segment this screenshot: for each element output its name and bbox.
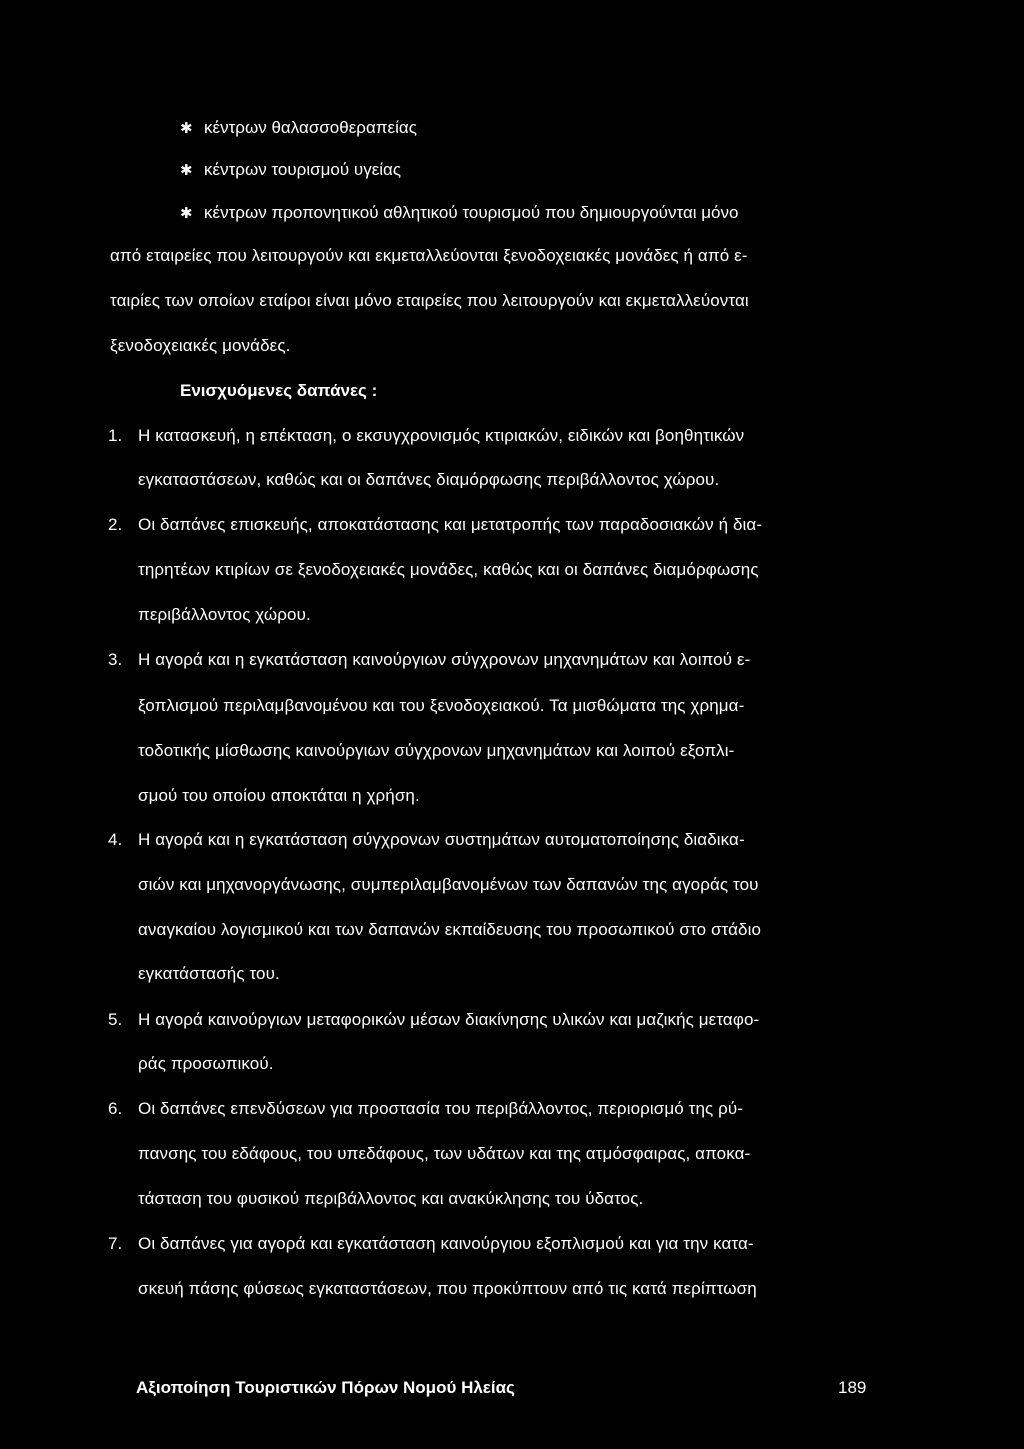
paragraph-line: ταιρίες των οποίων εταίροι είναι μόνο εταιρείες που λειτουργούν και εκμεταλλεύονται <box>110 291 749 310</box>
list-item-line: Οι δαπάνες επενδύσεων για προστασία του περιβάλλοντος, περιορισμό της ρύ- <box>138 1099 744 1118</box>
paragraph-line: από εταιρείες που λειτουργούν και εκμεταλλεύονται ξενοδοχειακές μονάδες ή από ε- <box>110 246 748 265</box>
list-number: 2. <box>108 515 123 534</box>
list-item-line: Η κατασκευή, η επέκταση, ο εκσυγχρονισμός κτιριακών, ειδικών και βοηθητικών <box>138 426 745 445</box>
bullet-item <box>180 160 401 181</box>
asterisk-icon: ✱ <box>180 162 193 179</box>
list-item-line: σμού του οποίου αποκτάται η χρήση. <box>138 786 420 805</box>
list-item-line: εγκατάστασής του. <box>138 964 280 983</box>
list-item-line: τάσταση του φυσικού περιβάλλοντος και ανακύκλησης του ύδατος. <box>138 1189 644 1208</box>
list-item-line: σιών και μηχανοργάνωσης, συμπεριλαμβανομένων των δαπανών της αγοράς του <box>138 875 759 894</box>
list-number: 4. <box>108 830 123 849</box>
list-item-line: εγκαταστάσεων, καθώς και οι δαπάνες διαμόρφωσης περιβάλλοντος χώρου. <box>138 470 720 489</box>
list-item-line: τηρητέων κτιρίων σε ξενοδοχειακές μονάδες, καθώς και οι δαπάνες διαμόρφωσης <box>138 560 759 579</box>
bullet-text: κέντρων θαλασσοθεραπείας <box>204 118 417 137</box>
page-number: 189 <box>838 1378 867 1397</box>
list-number: 3. <box>108 650 123 669</box>
list-item-line: πανσης του εδάφους, του υπεδάφους, των υδάτων και της ατμόσφαιρας, αποκα- <box>138 1144 751 1163</box>
list-item-line: Οι δαπάνες επισκευής, αποκατάστασης και μετατροπής των παραδοσιακών ή δια- <box>138 515 763 534</box>
asterisk-icon: ✱ <box>180 120 193 137</box>
list-item-line: Οι δαπάνες για αγορά και εγκατάσταση καινούργιου εξοπλισμού και για την κατα- <box>138 1234 754 1253</box>
list-item-line: τοδοτικής μίσθωσης καινούργιων σύγχρονων μηχανημάτων και λοιπού εξοπλι- <box>138 741 735 760</box>
bullet-item <box>180 203 738 224</box>
bullet-text: κέντρων τουρισμού υγείας <box>204 160 402 179</box>
list-item-line: ξοπλισμού περιλαμβανομένου και του ξενοδοχειακού. Τα μισθώματα της χρημα- <box>138 696 745 715</box>
list-number: 7. <box>108 1234 123 1253</box>
list-item-line: Η αγορά και η εγκατάσταση καινούργιων σύγχρονων μηχανημάτων και λοιπού ε- <box>138 650 751 669</box>
bullet-item <box>180 118 417 139</box>
list-item-line: περιβάλλοντος χώρου. <box>138 605 311 624</box>
list-item-line: Η αγορά καινούργιων μεταφορικών μέσων διακίνησης υλικών και μαζικής μεταφο- <box>138 1010 760 1029</box>
list-number: 5. <box>108 1010 123 1029</box>
footer-title: Αξιοποίηση Τουριστικών Πόρων Νομού Ηλείας <box>136 1378 515 1397</box>
asterisk-icon: ✱ <box>180 205 193 222</box>
list-number: 6. <box>108 1099 123 1118</box>
section-heading: Ενισχυόμενες δαπάνες : <box>180 381 378 400</box>
list-item-line: αναγκαίου λογισμικού και των δαπανών εκπαίδευσης του προσωπικού στο στάδιο <box>138 920 762 939</box>
paragraph-line: ξενοδοχειακές μονάδες. <box>110 336 291 355</box>
list-item-line: ράς προσωπικού. <box>138 1054 274 1073</box>
list-item-line: σκευή πάσης φύσεως εγκαταστάσεων, που προκύπτουν από τις κατά περίπτωση <box>138 1279 757 1298</box>
bullet-text: κέντρων προπονητικού αθλητικού τουρισμού που δημιουργούνται μόνο <box>204 203 739 222</box>
list-number: 1. <box>108 426 123 445</box>
list-item-line: Η αγορά και η εγκατάσταση σύγχρονων συστημάτων αυτοματοποίησης διαδικα- <box>138 830 745 849</box>
